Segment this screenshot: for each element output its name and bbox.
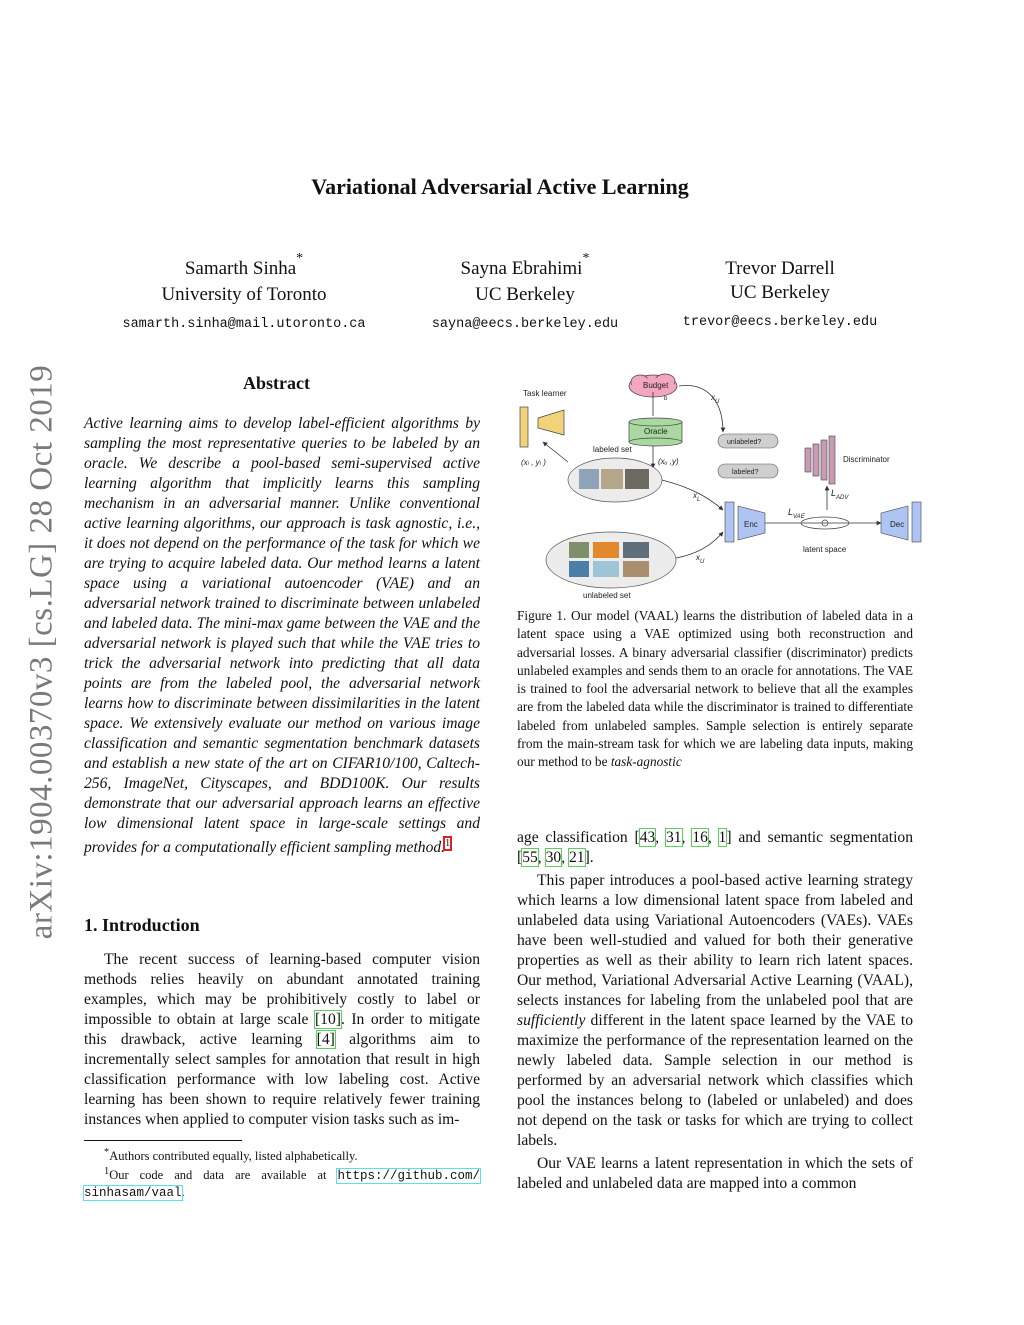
labeled-image-thumb (625, 469, 649, 489)
unlabeled-image-thumb (569, 542, 589, 558)
body-text: different in the latent space learned by the VAE to maximize the performance of the representation learned on the newly labeled data. Sample selection in our method is performed by an adversarial network which classifies which pool the instances belong to (labeled or unlabeled) and does not depend on the task or tasks for which are trying to collect labels. (517, 1012, 913, 1149)
labeled-query-label: labeled? (732, 469, 759, 476)
footnote-text: . (181, 1185, 185, 1200)
unlabeled-image-thumb (623, 561, 649, 577)
citation-link[interactable]: 31 (665, 829, 682, 846)
unlabeled-set-pool (546, 532, 676, 588)
unlabeled-image-thumb (623, 542, 649, 558)
labeled-to-task-arrow (543, 442, 568, 462)
code-url-link[interactable]: sinhasam/vaal (84, 1186, 182, 1201)
task-learner-input-block (520, 407, 528, 447)
body-text: This paper introduces a pool-based active learning strategy which learns a low dimensional latent space from labeled and unlabeled data using Variational Autoencoders (VAEs). VAEs have been well-studied and valued for both their generative properties as well as their ability to learn rich latent spaces. Our method, Variational Adversarial Active Learning (VAAL), selects instances for labeling from the unlabeled pool that are (517, 872, 913, 1009)
abstract-heading: Abstract (243, 373, 310, 393)
author-block-2 (400, 251, 650, 337)
caption-emphasis: task-agnostic (610, 754, 682, 770)
citation-link[interactable]: 16 (692, 829, 708, 846)
body-text: age classification (517, 829, 635, 846)
figure-1-caption (517, 607, 913, 772)
labeled-pair-label: (xₗ , yₗ ) (521, 458, 546, 467)
body-emphasis: sufficiently (517, 1012, 586, 1029)
code-url-link[interactable]: https://github.com/ (337, 1169, 480, 1184)
citation-link[interactable]: [4] (316, 1031, 335, 1048)
intro-text: algorithms aim to incrementally select samples for annotation that result in high classification performance with low labeling cost. Active learning has been shown to require relatively fewer training instances when applied to computer vision tasks such as im- (84, 1031, 480, 1128)
budget-symbol: b (664, 396, 668, 402)
arxiv-identifier: arXiv:1904.00370v3 [cs.LG] 28 Oct 2019 (23, 364, 60, 940)
citation-link[interactable]: 55 (522, 849, 538, 866)
figure-1-diagram (513, 372, 925, 602)
adversarial-loss-label: $L_{ADV}$ (831, 488, 849, 501)
unlabeled-query-label: unlabeled? (727, 439, 762, 446)
body-text: Our VAE learns a latent representation in which the sets of labeled and unlabeled data are mapped into a common (517, 1155, 913, 1192)
author-name: Samarth Sinha (184, 258, 297, 279)
xl-label: $x_L$ (693, 491, 701, 503)
citation-link[interactable]: 1 (718, 829, 727, 846)
citation-link[interactable]: 30 (545, 849, 562, 866)
footnote-text: Our code and data are available at (109, 1168, 338, 1183)
discriminator-label: Discriminator (843, 455, 890, 464)
unlabeled-set-label: unlabeled set (583, 591, 631, 600)
task-learner-label: Task learner (523, 389, 567, 398)
discriminator-icon (805, 436, 835, 484)
budget-label: Budget (643, 381, 669, 390)
abstract-text (84, 414, 480, 858)
paper-title: Variational Adversarial Active Learning (311, 174, 689, 199)
intro-text: . In order to mitigate this drawback, active learning (84, 1011, 480, 1048)
author-affiliation: UC Berkeley (730, 282, 830, 303)
author-name: Trevor Darrell (725, 258, 835, 279)
abstract-body: Active learning aims to develop label-efficient algorithms by sampling the most representative queries to be labeled by an oracle. We describe a pool-based semi-supervised active learning algorithm that implicitly learns this sampling mechanism in an adversarial manner. Unlike conventional active learning algorithms, our approach is task agnostic, i.e., it does not depend on the performance of the task for which we are trying to acquire labeled data. Our method learns a latent space using a variational autoencoder (VAE) and an adversarial network trained to discriminate between unlabeled and labeled data. The mini-max game between the VAE and the adversarial network is played such that while the VAE tries to trick the adversarial network into predicting that all data points are from the labeled pool, the adversarial network learns how to discriminate between dissimilarities in the latent space. We extensively evaluate our method on various image classification and semantic segmentation benchmark datasets and establish a new state of the art on CIFAR10/100, Caltech-256, ImageNet, Cityscapes, and BDD100K. Our results demonstrate that our adversarial approach learns an effective low dimensional latent space in large-scale settings and provides for a computationally efficient sampling method. (84, 415, 480, 857)
author-block-1 (104, 251, 384, 337)
footnote-text: Authors contributed equally, listed alphabetically. (109, 1149, 358, 1164)
author-name: Sayna Ebrahimi (460, 258, 583, 279)
author-affiliation: University of Toronto (161, 284, 327, 305)
author-email[interactable]: trevor@eecs.berkeley.edu (682, 315, 878, 330)
oracle-label: Oracle (644, 427, 668, 436)
author-email[interactable]: samarth.sinha@mail.utoronto.ca (122, 317, 366, 332)
decoder-output-block (912, 502, 921, 542)
labeled-set-label: labeled set (593, 445, 632, 454)
budget-query-arrow (679, 385, 723, 432)
footnote-mark: 1 (104, 1166, 110, 1178)
equal-contribution-mark: * (582, 251, 590, 266)
xu-top-label: $x_U$ (711, 393, 720, 405)
right-column-text: age classification [43, 31, 16, 1] and semantic segmentation [55, 30, 21]. This paper introduces a pool-based active learning strategy which learns a low dimensional latent space from labeled and unlabeled data using Variational Autoencoders (VAEs). VAEs have been well-studied and valued for both their generative properties as well as their ability to learn rich latent spaces. Our method, Variational Adversarial Active Learning (VAAL), selects instances for labeling from the unlabeled pool that are sufficiently different in the latent space learned by the VAE to maximize the performance of the representation learned on the newly labeled data. Sample selection in our method is performed by an adversarial network which classifies which pool the instances belong to (labeled or unlabeled) and does not depend on the task or tasks for which are trying to collect labels. Our VAE learns a latent representation in which the sets of labeled and unlabeled data are mapped into a common (517, 829, 913, 1192)
task-learner-network-icon (538, 410, 564, 435)
author-block-3 (660, 257, 900, 335)
section-heading-introduction: 1. Introduction (84, 915, 200, 935)
xu-bottom-label: $x_U$ (696, 553, 705, 565)
author-email[interactable]: sayna@eecs.berkeley.edu (431, 317, 619, 332)
latent-space-label: latent space (803, 545, 847, 554)
intro-text: The recent success of learning-based computer vision methods relies heavily on abundant annotated training examples, which may be prohibitively costly to label or impossible to obtain at large scale (84, 951, 480, 1028)
author-affiliation: UC Berkeley (475, 284, 575, 305)
introduction-paragraph (84, 950, 480, 1130)
encoder-label: Enc (744, 520, 758, 529)
arxiv-sidebar (14, 362, 70, 942)
labeled-image-thumb (601, 469, 623, 489)
unlabeled-image-thumb (569, 561, 589, 577)
footnote-ref-link[interactable]: 1 (445, 838, 451, 849)
footnote-mark: * (104, 1147, 110, 1158)
vaal-architecture-svg (513, 372, 925, 602)
citation-link[interactable]: 21 (568, 849, 585, 866)
citation-link[interactable]: [10] (314, 1011, 341, 1028)
footnotes (84, 1145, 480, 1201)
encoder-input-block (725, 502, 734, 542)
equal-contribution-mark: * (296, 251, 304, 266)
decoder-label: Dec (890, 520, 905, 529)
caption-text: Figure 1. Our model (VAAL) learns the distribution of labeled data in a latent space using a VAE optimized using both reconstruction and adversarial losses. A binary adversarial classifier (discriminator) predicts unlabeled examples and sends them to an oracle for annotations. The VAE is trained to fool the adversarial network to believe that all the examples are from the labeled data while the discriminator is trained to differentiate labeled from unlabeled samples. Sample selection is entirely separate from the main-stream task for which we are labeling data inputs, making our method to be (517, 608, 913, 770)
body-text: and semantic segmentation (731, 829, 913, 846)
footnote-divider (84, 1140, 242, 1141)
citation-link[interactable]: 43 (639, 829, 656, 846)
unlabeled-image-thumb (593, 561, 619, 577)
vae-loss-label: $L_{VAE}$ (788, 507, 805, 520)
labeled-image-thumb (579, 469, 599, 489)
unlabeled-pair-label: (xᵤ ,y) (658, 457, 679, 466)
unlabeled-image-thumb (593, 542, 619, 558)
